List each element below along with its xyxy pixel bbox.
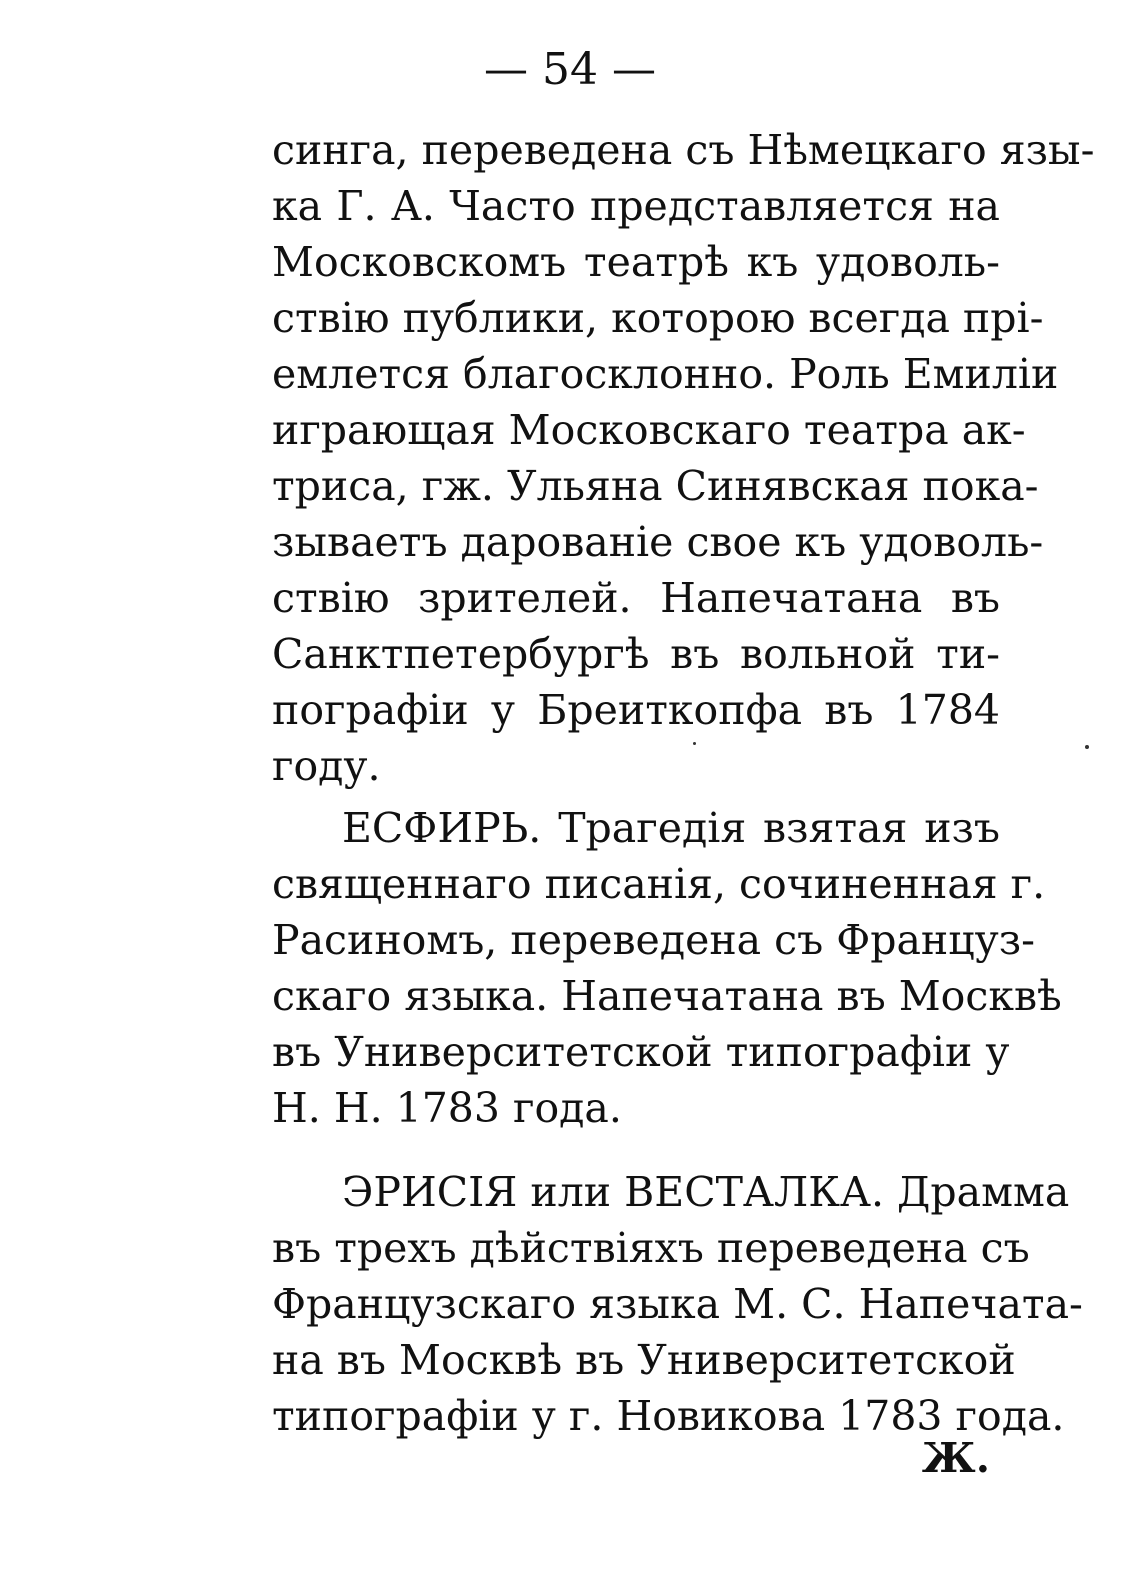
text-line: Московскомъ театрѣ къ удоволь- xyxy=(272,238,1000,286)
entry-esfir xyxy=(272,800,1062,1136)
text-line: священнаго писанія, сочиненная г. xyxy=(272,860,1046,908)
text-line: году. xyxy=(272,742,381,790)
page-number: — 54 — xyxy=(484,44,656,95)
text-line: ка Г. А. Часто представляется на xyxy=(272,182,1000,230)
signature-initial: Ж. xyxy=(921,1434,990,1482)
text-line: скаго языка. Напечатана въ Москвѣ xyxy=(272,972,1062,1020)
text-line: емлется благосклонно. Роль Емиліи xyxy=(272,350,1059,398)
text-line: Французскаго языка М. С. Напечата- xyxy=(272,1280,1083,1328)
text-line: триса, гж. Ульяна Синявская пока- xyxy=(272,462,1039,510)
text-line: Н. Н. 1783 года. xyxy=(272,1084,622,1132)
text-line: Расиномъ, переведена съ Француз- xyxy=(272,916,1035,964)
text-line: на въ Москвѣ въ Университетской xyxy=(272,1336,1016,1384)
text-line: въ Университетской типографіи у xyxy=(272,1028,1010,1076)
print-speck xyxy=(1085,745,1089,749)
text-line: ЭРИСІЯ или ВЕСТАЛКА. Драмма xyxy=(342,1168,1070,1216)
text-line: играющая Московскаго театра ак- xyxy=(272,406,1026,454)
entry-erisiya xyxy=(272,1164,1083,1444)
print-speck xyxy=(693,742,696,745)
text-line: синга, переведена съ Нѣмецкаго язы- xyxy=(272,126,1095,174)
text-line: ЕСФИРЬ. Трагедія взятая изъ xyxy=(342,804,1000,852)
entry-continuation xyxy=(272,122,1095,794)
text-line: пографіи у Бреиткопфа въ 1784 xyxy=(272,686,1000,734)
text-line: типографіи у г. Новикова 1783 года. xyxy=(272,1392,1065,1440)
text-line: въ трехъ дѣйствіяхъ переведена съ xyxy=(272,1224,1030,1272)
text-line: зываетъ дарованіе свое къ удоволь- xyxy=(272,518,1044,566)
text-line: Санктпетербургѣ въ вольной ти- xyxy=(272,630,1000,678)
text-line: ствію публики, которою всегда прі- xyxy=(272,294,1044,342)
text-line: ствію зрителей. Напечатана въ xyxy=(272,574,1000,622)
